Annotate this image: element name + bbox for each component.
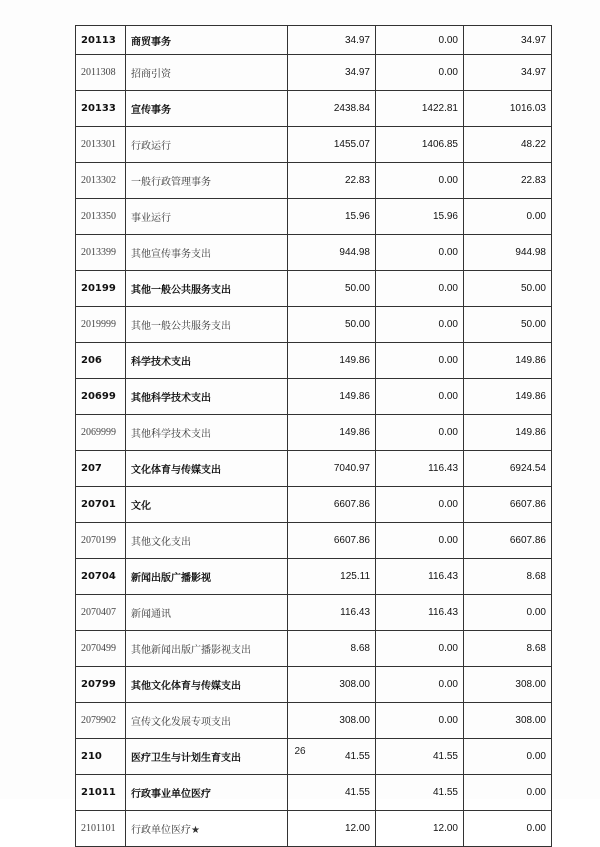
page-number: 26 xyxy=(294,746,306,757)
project-expenditure-cell: 149.86 xyxy=(464,343,552,379)
basic-expenditure-cell: 0.00 xyxy=(376,307,464,343)
project-expenditure-cell: 50.00 xyxy=(464,307,552,343)
table-row xyxy=(76,307,552,343)
classification-code-cell: 20701 xyxy=(76,487,126,523)
item-name-cell: 事业运行 xyxy=(126,199,288,235)
total-amount-cell: 6607.86 xyxy=(288,523,376,559)
classification-code-cell: 2070499 xyxy=(76,631,126,667)
classification-code-cell: 21011 xyxy=(76,775,126,811)
table-row xyxy=(76,163,552,199)
item-name-cell: 新闻出版广播影视 xyxy=(126,559,288,595)
project-expenditure-cell: 0.00 xyxy=(464,739,552,775)
basic-expenditure-cell: 1422.81 xyxy=(376,91,464,127)
item-name-cell: 一般行政管理事务 xyxy=(126,163,288,199)
project-expenditure-cell: 0.00 xyxy=(464,199,552,235)
project-expenditure-cell: 34.97 xyxy=(464,26,552,55)
item-name-cell: 新闻通讯 xyxy=(126,595,288,631)
basic-expenditure-cell: 15.96 xyxy=(376,199,464,235)
total-amount-cell: 6607.86 xyxy=(288,487,376,523)
item-name-cell: 行政单位医疗★ xyxy=(126,811,288,847)
project-expenditure-cell: 48.22 xyxy=(464,127,552,163)
item-name-cell: 科学技术支出 xyxy=(126,343,288,379)
classification-code-cell: 2101101 xyxy=(76,811,126,847)
item-name-cell: 其他文化支出 xyxy=(126,523,288,559)
basic-expenditure-cell: 0.00 xyxy=(376,631,464,667)
project-expenditure-cell: 0.00 xyxy=(464,775,552,811)
total-amount-cell: 41.55 xyxy=(288,775,376,811)
project-expenditure-cell: 34.97 xyxy=(464,55,552,91)
item-name-cell: 其他文化体育与传媒支出 xyxy=(126,667,288,703)
project-expenditure-cell: 308.00 xyxy=(464,703,552,739)
basic-expenditure-cell: 0.00 xyxy=(376,235,464,271)
project-expenditure-cell: 308.00 xyxy=(464,667,552,703)
table-row xyxy=(76,487,552,523)
item-name-cell: 文化体育与传媒支出 xyxy=(126,451,288,487)
basic-expenditure-cell: 116.43 xyxy=(376,451,464,487)
basic-expenditure-cell: 0.00 xyxy=(376,271,464,307)
classification-code-cell: 20199 xyxy=(76,271,126,307)
classification-code-cell: 2019999 xyxy=(76,307,126,343)
table-row xyxy=(76,667,552,703)
total-amount-cell: 22.83 xyxy=(288,163,376,199)
total-amount-cell: 7040.97 xyxy=(288,451,376,487)
table-row xyxy=(76,559,552,595)
project-expenditure-cell: 6924.54 xyxy=(464,451,552,487)
item-name-cell: 行政事业单位医疗 xyxy=(126,775,288,811)
item-name-cell: 其他新闻出版广播影视支出 xyxy=(126,631,288,667)
item-name-cell: 行政运行 xyxy=(126,127,288,163)
total-amount-cell: 50.00 xyxy=(288,307,376,343)
total-amount-cell: 15.96 xyxy=(288,199,376,235)
item-name-cell: 宣传事务 xyxy=(126,91,288,127)
total-amount-cell: 149.86 xyxy=(288,415,376,451)
basic-expenditure-cell: 41.55 xyxy=(376,775,464,811)
item-name-cell: 医疗卫生与计划生育支出 xyxy=(126,739,288,775)
total-amount-cell: 12.00 xyxy=(288,811,376,847)
table-row xyxy=(76,811,552,847)
classification-code-cell: 2070407 xyxy=(76,595,126,631)
basic-expenditure-cell: 1406.85 xyxy=(376,127,464,163)
basic-expenditure-cell: 0.00 xyxy=(376,487,464,523)
table-row xyxy=(76,26,552,55)
basic-expenditure-cell: 0.00 xyxy=(376,55,464,91)
total-amount-cell: 2438.84 xyxy=(288,91,376,127)
table-row xyxy=(76,451,552,487)
project-expenditure-cell: 0.00 xyxy=(464,595,552,631)
project-expenditure-cell: 50.00 xyxy=(464,271,552,307)
table-row xyxy=(76,91,552,127)
classification-code-cell: 20704 xyxy=(76,559,126,595)
total-amount-cell: 308.00 xyxy=(288,667,376,703)
item-name-cell: 其他科学技术支出 xyxy=(126,415,288,451)
table-row xyxy=(76,199,552,235)
basic-expenditure-cell: 0.00 xyxy=(376,523,464,559)
project-expenditure-cell: 8.68 xyxy=(464,631,552,667)
basic-expenditure-cell: 12.00 xyxy=(376,811,464,847)
total-amount-cell: 308.00 xyxy=(288,703,376,739)
total-amount-cell: 50.00 xyxy=(288,271,376,307)
basic-expenditure-cell: 0.00 xyxy=(376,343,464,379)
total-amount-cell: 41.55 xyxy=(288,739,376,775)
classification-code-cell: 2013350 xyxy=(76,199,126,235)
classification-code-cell: 210 xyxy=(76,739,126,775)
project-expenditure-cell: 149.86 xyxy=(464,379,552,415)
item-name-cell: 招商引资 xyxy=(126,55,288,91)
basic-expenditure-cell: 0.00 xyxy=(376,26,464,55)
table-row xyxy=(76,703,552,739)
table-row xyxy=(76,775,552,811)
total-amount-cell: 149.86 xyxy=(288,379,376,415)
item-name-cell: 其他一般公共服务支出 xyxy=(126,271,288,307)
item-name-cell: 宣传文化发展专项支出 xyxy=(126,703,288,739)
classification-code-cell: 20113 xyxy=(76,26,126,55)
basic-expenditure-cell: 116.43 xyxy=(376,559,464,595)
basic-expenditure-cell: 0.00 xyxy=(376,703,464,739)
total-amount-cell: 944.98 xyxy=(288,235,376,271)
basic-expenditure-cell: 0.00 xyxy=(376,379,464,415)
item-name-cell: 其他宣传事务支出 xyxy=(126,235,288,271)
classification-code-cell: 2070199 xyxy=(76,523,126,559)
project-expenditure-cell: 8.68 xyxy=(464,559,552,595)
classification-code-cell: 20133 xyxy=(76,91,126,127)
table-row xyxy=(76,631,552,667)
table-row xyxy=(76,127,552,163)
total-amount-cell: 34.97 xyxy=(288,55,376,91)
item-name-cell: 其他科学技术支出 xyxy=(126,379,288,415)
table-row xyxy=(76,415,552,451)
classification-code-cell: 207 xyxy=(76,451,126,487)
total-amount-cell: 116.43 xyxy=(288,595,376,631)
classification-code-cell: 2013399 xyxy=(76,235,126,271)
basic-expenditure-cell: 0.00 xyxy=(376,415,464,451)
classification-code-cell: 20699 xyxy=(76,379,126,415)
basic-expenditure-cell: 41.55 xyxy=(376,739,464,775)
classification-code-cell: 20799 xyxy=(76,667,126,703)
classification-code-cell: 2013301 xyxy=(76,127,126,163)
budget-table xyxy=(75,25,552,847)
table-row xyxy=(76,523,552,559)
classification-code-cell: 2069999 xyxy=(76,415,126,451)
project-expenditure-cell: 6607.86 xyxy=(464,523,552,559)
classification-code-cell: 206 xyxy=(76,343,126,379)
item-name-cell: 其他一般公共服务支出 xyxy=(126,307,288,343)
total-amount-cell: 34.97 xyxy=(288,26,376,55)
budget-table-body xyxy=(76,26,552,847)
table-row xyxy=(76,235,552,271)
project-expenditure-cell: 0.00 xyxy=(464,811,552,847)
classification-code-cell: 2011308 xyxy=(76,55,126,91)
table-row xyxy=(76,595,552,631)
project-expenditure-cell: 1016.03 xyxy=(464,91,552,127)
table-row xyxy=(76,271,552,307)
project-expenditure-cell: 22.83 xyxy=(464,163,552,199)
item-name-cell: 文化 xyxy=(126,487,288,523)
classification-code-cell: 2079902 xyxy=(76,703,126,739)
item-name-cell: 商贸事务 xyxy=(126,26,288,55)
basic-expenditure-cell: 0.00 xyxy=(376,163,464,199)
basic-expenditure-cell: 116.43 xyxy=(376,595,464,631)
table-row xyxy=(76,343,552,379)
basic-expenditure-cell: 0.00 xyxy=(376,667,464,703)
project-expenditure-cell: 6607.86 xyxy=(464,487,552,523)
total-amount-cell: 8.68 xyxy=(288,631,376,667)
project-expenditure-cell: 944.98 xyxy=(464,235,552,271)
total-amount-cell: 149.86 xyxy=(288,343,376,379)
total-amount-cell: 125.11 xyxy=(288,559,376,595)
classification-code-cell: 2013302 xyxy=(76,163,126,199)
total-amount-cell: 1455.07 xyxy=(288,127,376,163)
project-expenditure-cell: 149.86 xyxy=(464,415,552,451)
table-row xyxy=(76,55,552,91)
table-row xyxy=(76,379,552,415)
